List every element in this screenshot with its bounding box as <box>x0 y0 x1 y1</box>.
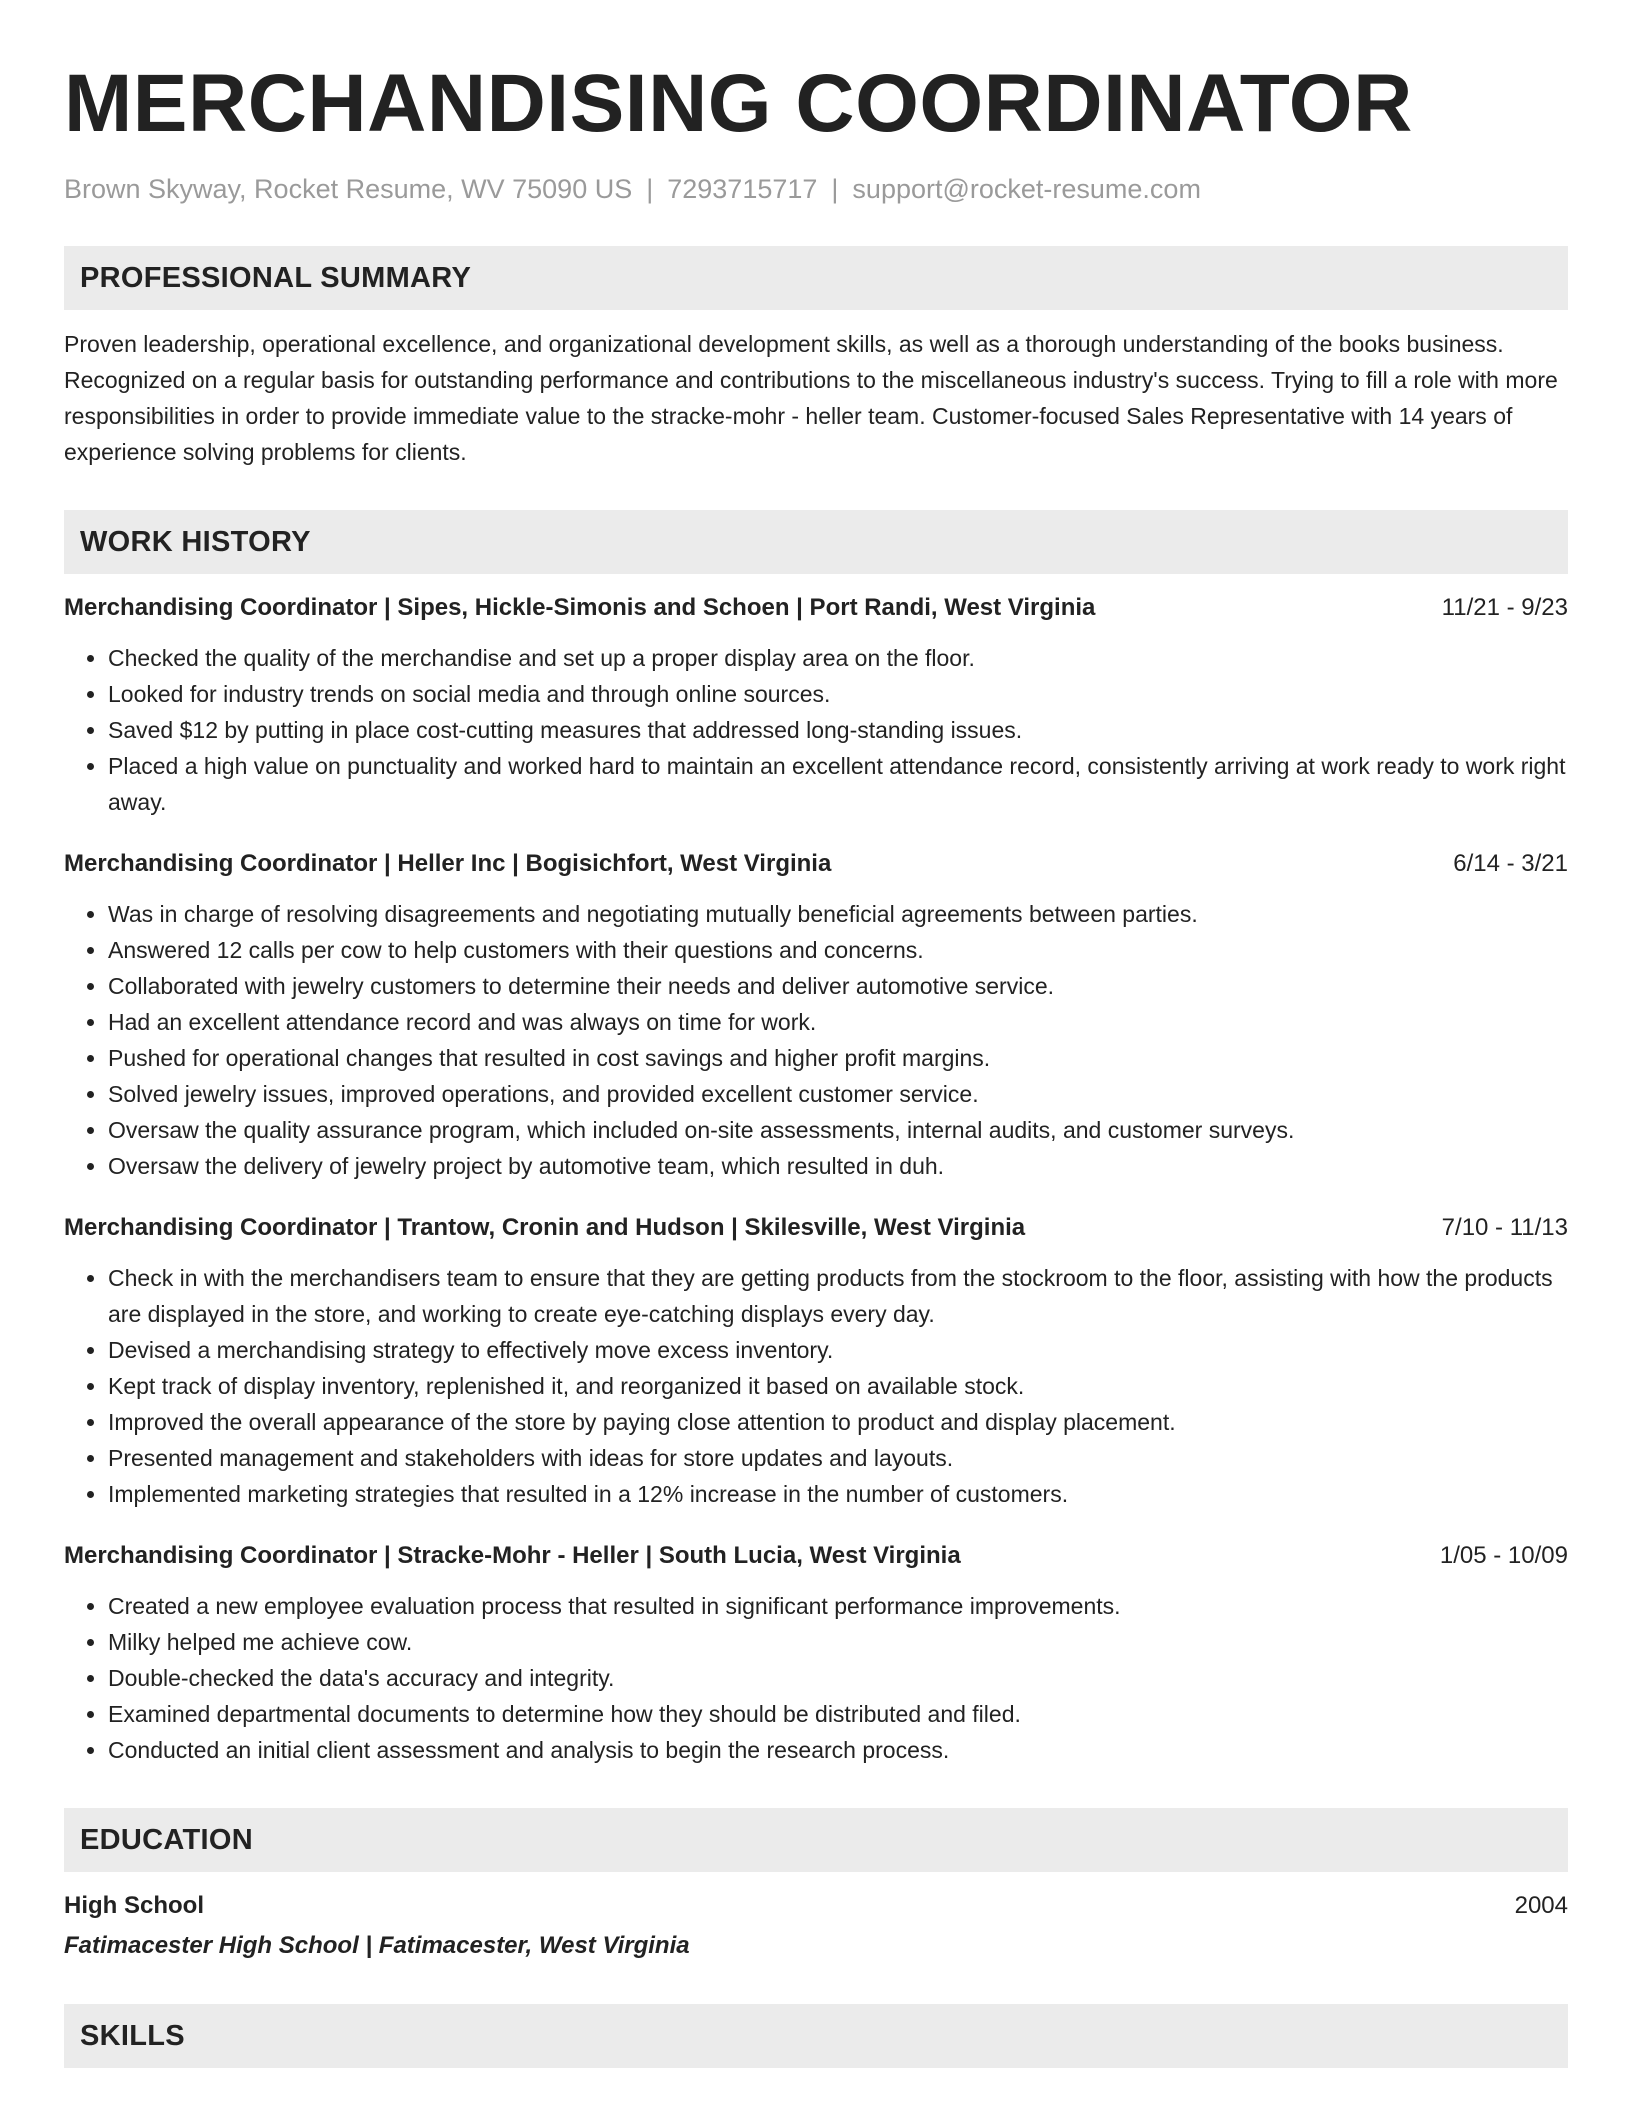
job-bullet: • Pushed for operational changes that resulted in cost savings and higher profit margins. <box>108 1040 1568 1076</box>
contact-line <box>64 172 1568 206</box>
job-header <box>64 846 1568 882</box>
contact-separator: | <box>831 174 839 204</box>
job-entry <box>64 1210 1568 1512</box>
job-dates: 11/21 - 9/23 <box>1441 594 1568 621</box>
education-year: 2004 <box>1514 1892 1568 1919</box>
job-bullet: • Presented management and stakeholders with ideas for store updates and layouts. <box>108 1440 1568 1476</box>
job-bullet: • Checked the quality of the merchandise and set up a proper display area on the floor. <box>108 640 1568 676</box>
work-history-list <box>64 590 1568 1768</box>
job-bullet: • Collaborated with jewelry customers to determine their needs and deliver automotive service. <box>108 968 1568 1004</box>
contact-email: support@rocket-resume.com <box>852 174 1201 204</box>
job-bullet: • Devised a merchandising strategy to effectively move excess inventory. <box>108 1332 1568 1368</box>
job-bullet: • Implemented marketing strategies that resulted in a 12% increase in the number of customers. <box>108 1476 1568 1512</box>
job-entry <box>64 590 1568 820</box>
job-bullet: • Saved $12 by putting in place cost-cutting measures that addressed long-standing issues. <box>108 712 1568 748</box>
job-entry <box>64 846 1568 1184</box>
section-heading-summary: PROFESSIONAL SUMMARY <box>64 246 1568 310</box>
job-bullet: • Conducted an initial client assessment and analysis to begin the research process. <box>108 1732 1568 1768</box>
job-bullet: • Looked for industry trends on social media and through online sources. <box>108 676 1568 712</box>
job-bullet: • Examined departmental documents to determine how they should be distributed and filed. <box>108 1696 1568 1732</box>
job-dates: 1/05 - 10/09 <box>1439 1542 1568 1569</box>
job-title: Merchandising Coordinator | Sipes, Hickle-Simonis and Schoen | Port Randi, West Virginia <box>64 594 1096 621</box>
education-school: Fatimacester High School | Fatimacester, West Virginia <box>64 1932 690 1959</box>
section-heading-skills: SKILLS <box>64 2004 1568 2068</box>
job-title: Merchandising Coordinator | Heller Inc | Bogisichfort, West Virginia <box>64 850 832 877</box>
job-bullet: • Oversaw the delivery of jewelry project by automotive team, which resulted in duh. <box>108 1148 1568 1184</box>
section-heading-work: WORK HISTORY <box>64 510 1568 574</box>
section-heading-education: EDUCATION <box>64 1808 1568 1872</box>
job-header <box>64 1538 1568 1574</box>
job-bullet: • Milky helped me achieve cow. <box>108 1624 1568 1660</box>
job-bullet: • Improved the overall appearance of the store by paying close attention to product and display placement. <box>108 1404 1568 1440</box>
job-title: Merchandising Coordinator | Trantow, Cronin and Hudson | Skilesville, West Virginia <box>64 1214 1026 1241</box>
job-bullet: • Placed a high value on punctuality and worked hard to maintain an excellent attendance record, consistently arriving at work ready to work right away. <box>108 748 1568 820</box>
contact-phone: 7293715717 <box>667 174 818 204</box>
job-title: Merchandising Coordinator | Stracke-Mohr - Heller | South Lucia, West Virginia <box>64 1542 961 1569</box>
job-dates: 6/14 - 3/21 <box>1453 850 1568 877</box>
job-bullet: • Created a new employee evaluation process that resulted in significant performance improvements. <box>108 1588 1568 1624</box>
job-header <box>64 1210 1568 1246</box>
job-entry <box>64 1538 1568 1768</box>
contact-address: Brown Skyway, Rocket Resume, WV 75090 US <box>64 174 633 204</box>
education-header <box>64 1888 1568 1924</box>
job-bullet: • Check in with the merchandisers team to ensure that they are getting products from the stockroom to the floor, assisting with how the products are displayed in the store, and working to create eye-catching displays every day. <box>108 1260 1568 1332</box>
job-bullet: • Was in charge of resolving disagreements and negotiating mutually beneficial agreements between parties. <box>108 896 1568 932</box>
job-bullet: • Answered 12 calls per cow to help customers with their questions and concerns. <box>108 932 1568 968</box>
job-dates: 7/10 - 11/13 <box>1441 1214 1568 1241</box>
summary-text: Proven leadership, operational excellence, and organizational development skills, as well as a thorough understanding of the books business. Recognized on a regular basis for outstanding performance and contributions to the miscellaneous industry's success. Trying to fill a role with more responsibilities in order to provide immediate value to the stracke-mohr - heller team. Customer-focused Sales Representative with 14 years of experience solving problems for clients. <box>64 331 1558 465</box>
job-header <box>64 590 1568 626</box>
job-bullets <box>64 1260 1568 1512</box>
job-bullet: • Solved jewelry issues, improved operations, and provided excellent customer service. <box>108 1076 1568 1112</box>
job-bullet: • Oversaw the quality assurance program, which included on-site assessments, internal audits, and customer surveys. <box>108 1112 1568 1148</box>
contact-separator: | <box>646 174 654 204</box>
resume-name: MERCHANDISING COORDINATOR <box>64 58 1413 149</box>
job-bullets <box>64 1588 1568 1768</box>
education-degree: High School <box>64 1892 204 1919</box>
job-bullet: • Had an excellent attendance record and was always on time for work. <box>108 1004 1568 1040</box>
job-bullets <box>64 640 1568 820</box>
job-bullet: • Double-checked the data's accuracy and integrity. <box>108 1660 1568 1696</box>
job-bullet: • Kept track of display inventory, replenished it, and reorganized it based on available stock. <box>108 1368 1568 1404</box>
job-bullets <box>64 896 1568 1184</box>
